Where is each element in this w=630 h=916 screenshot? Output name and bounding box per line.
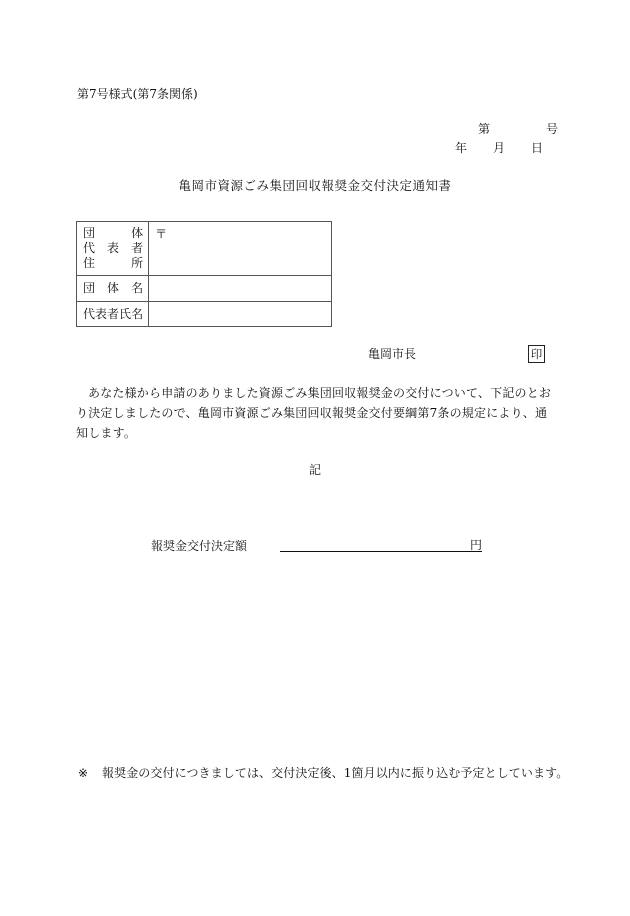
ki-heading: 記	[308, 463, 321, 477]
date-year: 年	[454, 141, 467, 155]
seal-stamp: 印	[528, 345, 545, 363]
note-text: 報奨金の交付につきましては、交付決定後、1箇月以内に振り込む予定としています。	[102, 766, 569, 780]
address-label-cell	[77, 222, 149, 276]
rep-name-label-char: 表	[95, 307, 108, 321]
rep-name-label-char: 名	[131, 307, 144, 321]
rep-name-label-char: 代	[83, 307, 96, 321]
address-label-char: 住	[83, 256, 96, 270]
applicant-info-table	[76, 221, 332, 327]
group-name-label	[83, 281, 143, 296]
address-label-char: 者	[131, 241, 144, 255]
group-name-label-cell	[77, 276, 149, 302]
amount-label: 報奨金交付決定額	[151, 539, 248, 553]
footnote	[78, 765, 568, 781]
rep-name-label-char: 氏	[119, 307, 132, 321]
rep-name-row	[77, 302, 332, 327]
group-name-value-cell[interactable]	[149, 276, 332, 302]
group-name-label-char: 体	[107, 281, 120, 295]
date-line	[455, 140, 543, 156]
address-label-char: 団	[83, 226, 96, 240]
note-mark: ※	[78, 766, 89, 780]
address-value-cell[interactable]	[149, 222, 332, 276]
address-label-line	[83, 256, 143, 271]
address-label-char: 体	[131, 226, 144, 240]
document-title: 亀岡市資源ごみ集団回収報奨金交付決定通知書	[178, 178, 452, 193]
rep-name-label-char: 者	[107, 307, 120, 321]
document-number-line	[478, 121, 558, 137]
number-suffix: 号	[545, 122, 558, 136]
address-label-char: 所	[131, 256, 144, 270]
address-label-char: 代	[83, 241, 96, 255]
amount-input-line[interactable]	[280, 551, 482, 552]
form-number: 第7号様式(第7条関係)	[77, 87, 198, 101]
mayor-name: 亀岡市長	[368, 347, 417, 361]
group-name-row	[77, 276, 332, 302]
rep-name-label-cell	[77, 302, 149, 327]
date-day: 日	[530, 141, 543, 155]
address-label	[77, 222, 148, 275]
address-label-line	[83, 226, 143, 241]
rep-name-value-cell[interactable]	[149, 302, 332, 327]
date-month: 月	[492, 141, 505, 155]
amount-unit: 円	[470, 538, 483, 552]
address-label-char: 表	[107, 241, 120, 255]
postal-mark: 〒	[155, 227, 168, 241]
number-prefix: 第	[477, 122, 490, 136]
group-name-label-char: 団	[83, 281, 96, 295]
body-paragraph: あなた様から申請のありました資源ごみ集団回収報奨金の交付について、下記のとおり決定しましたので、亀岡市資源ごみ集団回収報奨金交付要綱第7条の規定により、通知します。	[76, 386, 552, 440]
group-name-label-char: 名	[131, 281, 144, 295]
address-row	[77, 222, 332, 276]
address-label-line	[83, 241, 143, 256]
rep-name-label	[83, 307, 143, 322]
